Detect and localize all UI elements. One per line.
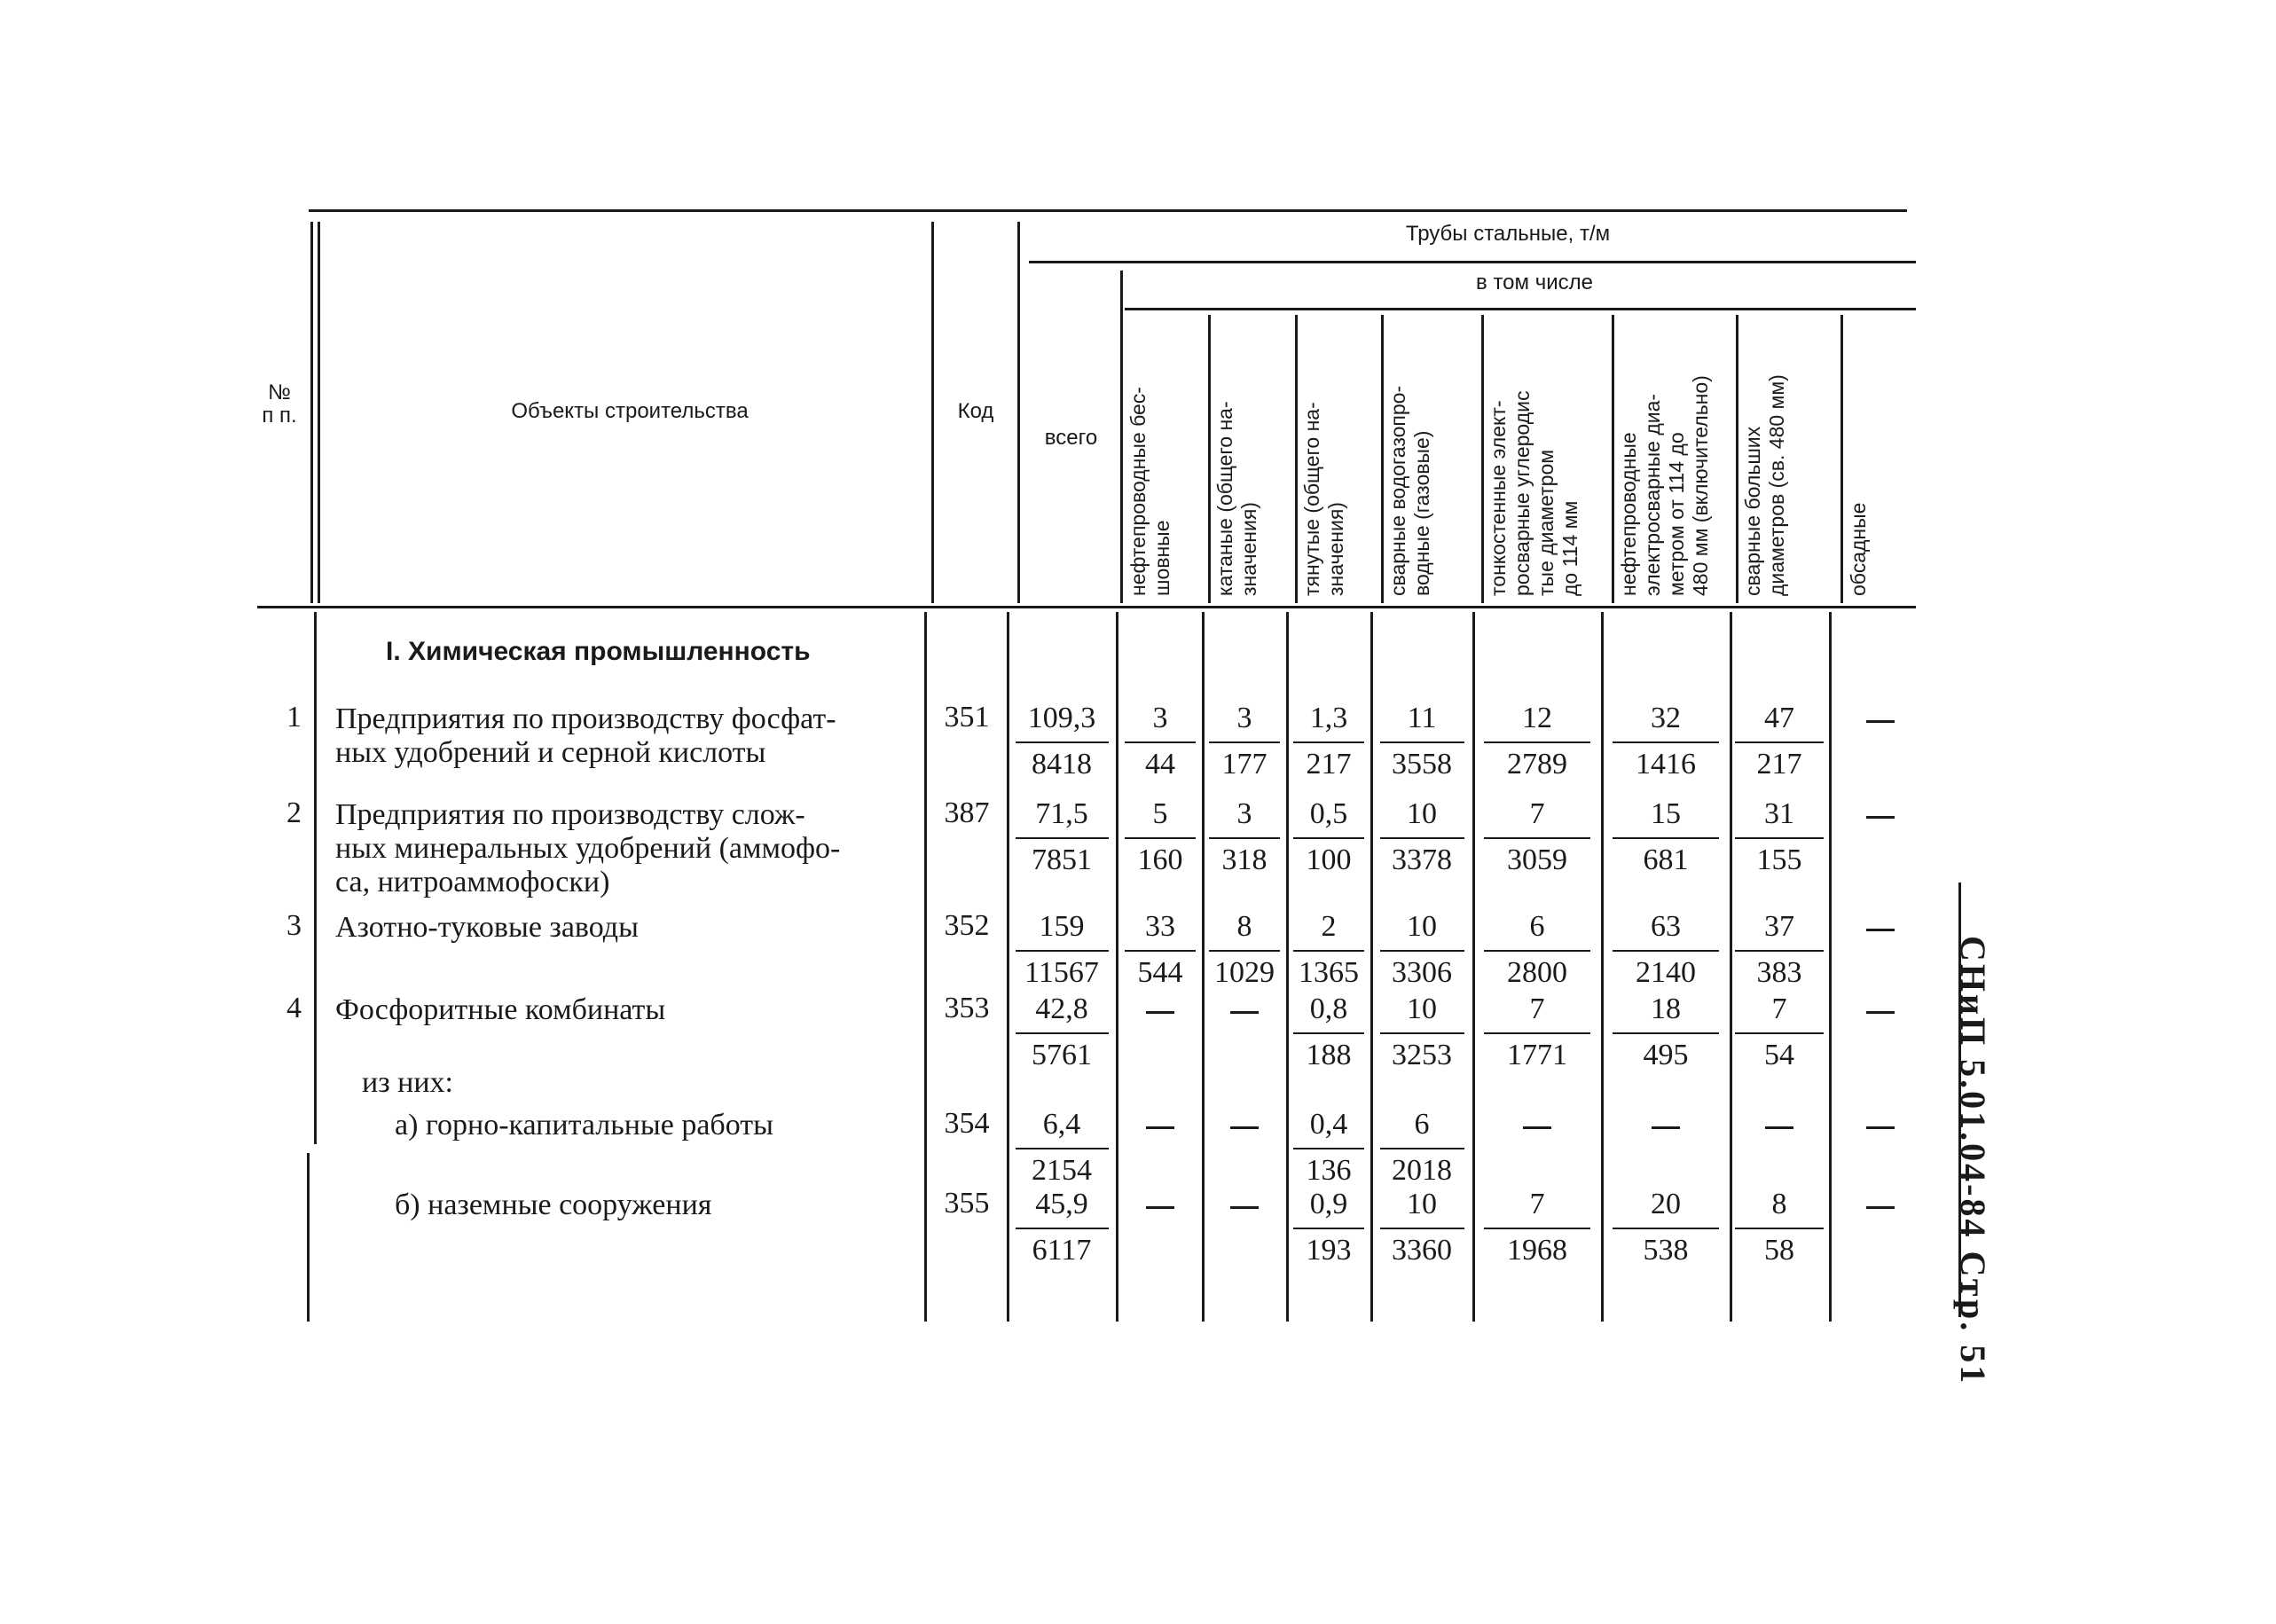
row-cell-3-numerator: 0,5 <box>1309 797 1348 830</box>
row-cell-6-bar <box>1613 950 1719 952</box>
header-vline-6 <box>1295 315 1298 603</box>
row-cell-5-numerator: 7 <box>1529 1188 1545 1220</box>
row-total-denominator: 7851 <box>1032 843 1092 876</box>
header-num-col: № п п. <box>262 381 297 428</box>
header-subcol-4: сварные водогазопро- водные (газовые) <box>1386 385 1433 596</box>
row-cell-2-bar <box>1209 837 1280 839</box>
row-cell-dash <box>1765 1126 1793 1129</box>
row-object-name: из них: <box>362 1066 453 1099</box>
row-cell-5-bar <box>1484 1228 1590 1229</box>
row-code: 352 <box>944 909 990 942</box>
row-cell-3-denominator: 1365 <box>1299 956 1359 989</box>
row-cell-7-denominator: 54 <box>1764 1039 1794 1071</box>
body-vline-6 <box>1370 612 1373 1322</box>
body-vline-7 <box>1472 612 1475 1322</box>
row-object-name: Азотно-туковые заводы <box>335 911 639 944</box>
header-vline-11 <box>1840 315 1843 603</box>
row-cell-dash <box>1866 720 1895 723</box>
row-total <box>1016 909 1109 991</box>
row-cell-5 <box>1484 1187 1590 1268</box>
header-vline-8 <box>1481 315 1484 603</box>
row-total-bar <box>1016 1148 1109 1149</box>
row-cell-5 <box>1484 796 1590 878</box>
row-cell-7-bar <box>1735 837 1824 839</box>
row-cell-3 <box>1293 1107 1364 1189</box>
body-vline-0b <box>307 1153 310 1322</box>
row-object-name: Предприятия по производству фосфат- ных удобрений и серной кислоты <box>335 702 836 769</box>
row-cell-7-numerator: 7 <box>1771 992 1787 1025</box>
row-cell-7-numerator: 37 <box>1764 910 1794 943</box>
row-cell-6-bar <box>1613 837 1719 839</box>
row-cell-6-numerator: 15 <box>1651 797 1681 830</box>
row-cell-3-numerator: 2 <box>1321 910 1337 943</box>
row-cell-5-bar <box>1484 1032 1590 1034</box>
header-vline-7 <box>1381 315 1384 603</box>
row-cell-dash <box>1866 816 1895 819</box>
header-objects-col: Объекты строительства <box>511 399 749 423</box>
row-cell-2 <box>1209 909 1280 991</box>
row-cell-3-bar <box>1293 1228 1364 1229</box>
row-cell-4-denominator: 3306 <box>1392 956 1452 989</box>
row-cell-4 <box>1380 1107 1464 1189</box>
row-cell-7-denominator: 217 <box>1756 748 1802 781</box>
row-cell-3-numerator: 0,8 <box>1309 992 1348 1025</box>
row-cell-7-bar <box>1735 1032 1824 1034</box>
row-cell-dash <box>1146 1206 1174 1209</box>
row-total-bar <box>1016 1032 1109 1034</box>
row-cell-dash <box>1146 1011 1174 1014</box>
row-number: 4 <box>286 992 302 1024</box>
row-cell-dash <box>1230 1126 1259 1129</box>
including-rule <box>1125 308 1916 310</box>
row-cell-2-denominator: 318 <box>1221 843 1267 876</box>
row-cell-5-denominator: 1771 <box>1507 1039 1567 1071</box>
header-group-title: Трубы стальные, т/м <box>1405 222 1611 246</box>
row-cell-3-denominator: 217 <box>1306 748 1352 781</box>
row-cell-1-bar <box>1125 837 1196 839</box>
row-cell-2-numerator: 8 <box>1236 910 1252 943</box>
group-rule <box>1029 261 1916 263</box>
row-total-numerator: 45,9 <box>1035 1188 1088 1220</box>
row-cell-6-numerator: 32 <box>1651 702 1681 734</box>
row-cell-5-denominator: 2789 <box>1507 748 1567 781</box>
row-cell-3-numerator: 1,3 <box>1309 702 1348 734</box>
row-cell-3 <box>1293 701 1364 782</box>
header-vline-2 <box>931 222 934 603</box>
row-cell-7 <box>1735 992 1824 1073</box>
row-cell-dash <box>1866 1206 1895 1209</box>
header-vline-0 <box>310 222 313 603</box>
row-cell-7-denominator: 383 <box>1756 956 1802 989</box>
row-cell-4-bar <box>1380 1032 1464 1034</box>
row-cell-4-bar <box>1380 837 1464 839</box>
row-cell-5 <box>1484 701 1590 782</box>
row-cell-5-denominator: 3059 <box>1507 843 1567 876</box>
row-cell-4-denominator: 3558 <box>1392 748 1452 781</box>
row-total <box>1016 992 1109 1073</box>
section-title: I. Химическая промышленность <box>386 637 811 666</box>
row-total-numerator: 109,3 <box>1027 702 1096 734</box>
row-total-bar <box>1016 837 1109 839</box>
row-cell-3 <box>1293 992 1364 1073</box>
row-cell-dash <box>1146 1126 1174 1129</box>
row-cell-4 <box>1380 701 1464 782</box>
side-label: СНиП 5.01.04-84 Стр. 51 <box>1953 936 1993 1386</box>
body-vline-10 <box>1829 612 1832 1322</box>
row-total-bar <box>1016 950 1109 952</box>
row-cell-1 <box>1125 796 1196 878</box>
row-cell-4-denominator: 2018 <box>1392 1154 1452 1187</box>
table-top-rule <box>309 209 1907 212</box>
row-cell-4-bar <box>1380 1228 1464 1229</box>
row-cell-dash <box>1230 1011 1259 1014</box>
row-code: 355 <box>944 1187 990 1220</box>
row-cell-3-bar <box>1293 1148 1364 1149</box>
header-vline-3 <box>1017 222 1020 603</box>
row-cell-4 <box>1380 909 1464 991</box>
row-cell-6-numerator: 18 <box>1651 992 1681 1025</box>
header-subcol-8: обсадные <box>1847 502 1870 596</box>
row-object-name: б) наземные сооружения <box>395 1189 712 1221</box>
header-subcol-1: нефтепроводные бес- шовные <box>1126 387 1173 596</box>
row-cell-2 <box>1209 701 1280 782</box>
body-vline-4 <box>1202 612 1205 1322</box>
row-cell-7 <box>1735 1187 1824 1268</box>
row-cell-5-bar <box>1484 837 1590 839</box>
row-total <box>1016 701 1109 782</box>
row-cell-5-numerator: 7 <box>1529 797 1545 830</box>
row-cell-1-denominator: 160 <box>1137 843 1183 876</box>
row-cell-7-bar <box>1735 1228 1824 1229</box>
row-cell-dash <box>1523 1126 1551 1129</box>
row-cell-6 <box>1613 701 1719 782</box>
header-vline-9 <box>1612 315 1614 603</box>
row-cell-5-numerator: 6 <box>1529 910 1545 943</box>
row-cell-6-denominator: 495 <box>1643 1039 1689 1071</box>
header-code-col: Код <box>957 399 994 423</box>
row-cell-1-bar <box>1125 950 1196 952</box>
row-cell-6 <box>1613 796 1719 878</box>
row-total <box>1016 796 1109 878</box>
row-cell-7 <box>1735 909 1824 991</box>
header-vline-4 <box>1120 271 1123 603</box>
row-cell-3-bar <box>1293 950 1364 952</box>
header-subcol-6: нефтепроводные электросварные диа- метром от 114 до 480 мм (включительно) <box>1617 375 1712 596</box>
row-cell-3-numerator: 0,9 <box>1309 1188 1348 1220</box>
row-cell-3 <box>1293 909 1364 991</box>
row-cell-6 <box>1613 1187 1719 1268</box>
row-cell-6-numerator: 63 <box>1651 910 1681 943</box>
row-cell-1 <box>1125 909 1196 991</box>
body-vline-3 <box>1116 612 1118 1322</box>
row-cell-1-bar <box>1125 741 1196 743</box>
row-cell-5-numerator: 12 <box>1522 702 1552 734</box>
row-cell-1 <box>1125 701 1196 782</box>
row-cell-7-numerator: 47 <box>1764 702 1794 734</box>
row-cell-7-bar <box>1735 741 1824 743</box>
row-cell-1-denominator: 544 <box>1137 956 1183 989</box>
header-subcol-2: катаные (общего на- значения) <box>1213 401 1260 596</box>
body-vline-5 <box>1286 612 1289 1322</box>
row-cell-3 <box>1293 1187 1364 1268</box>
header-total-col: всего <box>1044 426 1098 450</box>
header-subcol-5: тонкостенные элект- росварные углеродис тые диаметром до 114 мм <box>1487 390 1581 596</box>
row-cell-1-denominator: 44 <box>1145 748 1175 781</box>
row-total <box>1016 1187 1109 1268</box>
row-cell-2-denominator: 1029 <box>1214 956 1275 989</box>
row-number: 2 <box>286 796 302 829</box>
row-code: 351 <box>944 701 990 734</box>
row-cell-2-bar <box>1209 950 1280 952</box>
row-cell-5 <box>1484 992 1590 1073</box>
row-cell-dash <box>1230 1206 1259 1209</box>
row-cell-dash <box>1866 1011 1895 1014</box>
row-cell-6-denominator: 538 <box>1643 1234 1689 1267</box>
row-cell-2-denominator: 177 <box>1221 748 1267 781</box>
row-cell-3-bar <box>1293 1032 1364 1034</box>
row-cell-6 <box>1613 992 1719 1073</box>
row-cell-7 <box>1735 701 1824 782</box>
row-cell-5-denominator: 2800 <box>1507 956 1567 989</box>
row-total-denominator: 2154 <box>1032 1154 1092 1187</box>
row-cell-4-denominator: 3378 <box>1392 843 1452 876</box>
row-cell-4-bar <box>1380 1148 1464 1149</box>
row-cell-2-numerator: 3 <box>1236 702 1252 734</box>
row-cell-5-bar <box>1484 950 1590 952</box>
row-cell-dash <box>1866 1126 1895 1129</box>
row-cell-5-denominator: 1968 <box>1507 1234 1567 1267</box>
row-cell-7-numerator: 8 <box>1771 1188 1787 1220</box>
row-cell-4-denominator: 3360 <box>1392 1234 1452 1267</box>
body-vline-8 <box>1601 612 1604 1322</box>
row-cell-7 <box>1735 796 1824 878</box>
row-cell-4-numerator: 6 <box>1414 1108 1430 1141</box>
row-cell-6-bar <box>1613 741 1719 743</box>
row-cell-3-denominator: 100 <box>1306 843 1352 876</box>
row-cell-2 <box>1209 796 1280 878</box>
row-cell-7-numerator: 31 <box>1764 797 1794 830</box>
row-cell-6-numerator: 20 <box>1651 1188 1681 1220</box>
row-code: 387 <box>944 796 990 829</box>
row-cell-4-bar <box>1380 950 1464 952</box>
row-cell-4 <box>1380 796 1464 878</box>
row-total-bar <box>1016 741 1109 743</box>
row-cell-1-numerator: 3 <box>1152 702 1168 734</box>
row-cell-3-denominator: 193 <box>1306 1234 1352 1267</box>
row-cell-dash <box>1866 929 1895 931</box>
row-cell-4-bar <box>1380 741 1464 743</box>
row-total-numerator: 71,5 <box>1035 797 1088 830</box>
row-total-numerator: 6,4 <box>1042 1108 1081 1141</box>
header-bottom-rule <box>257 606 1916 608</box>
row-cell-5-bar <box>1484 741 1590 743</box>
row-code: 353 <box>944 992 990 1024</box>
row-cell-4-numerator: 11 <box>1407 702 1437 734</box>
row-total-denominator: 11567 <box>1024 956 1099 989</box>
row-total-numerator: 159 <box>1039 910 1085 943</box>
row-cell-3 <box>1293 796 1364 878</box>
row-cell-1-numerator: 33 <box>1145 910 1175 943</box>
row-cell-3-denominator: 188 <box>1306 1039 1352 1071</box>
header-vline-10 <box>1736 315 1738 603</box>
row-cell-6-bar <box>1613 1228 1719 1229</box>
row-cell-dash <box>1652 1126 1680 1129</box>
row-cell-4-numerator: 10 <box>1407 992 1437 1025</box>
header-subcol-3: тянутые (общего на- значения) <box>1300 402 1347 596</box>
row-cell-4 <box>1380 992 1464 1073</box>
row-cell-6-denominator: 681 <box>1643 843 1689 876</box>
row-cell-1-numerator: 5 <box>1152 797 1168 830</box>
row-object-name: Фосфоритные комбинаты <box>335 993 666 1026</box>
row-cell-5 <box>1484 909 1590 991</box>
row-cell-7-bar <box>1735 950 1824 952</box>
body-vline-0 <box>314 612 317 1144</box>
body-vline-9 <box>1730 612 1732 1322</box>
row-number: 1 <box>286 701 302 734</box>
row-cell-2-bar <box>1209 741 1280 743</box>
row-cell-3-numerator: 0,4 <box>1309 1108 1348 1141</box>
row-cell-4-numerator: 10 <box>1407 797 1437 830</box>
body-vline-2 <box>1007 612 1009 1322</box>
row-cell-3-bar <box>1293 741 1364 743</box>
row-cell-4-denominator: 3253 <box>1392 1039 1452 1071</box>
row-cell-6-denominator: 2140 <box>1636 956 1696 989</box>
row-object-name: а) горно-капитальные работы <box>395 1109 773 1142</box>
row-cell-4-numerator: 10 <box>1407 910 1437 943</box>
row-object-name: Предприятия по производству слож- ных минеральных удобрений (аммофо- са, нитроаммофоски) <box>335 798 841 898</box>
row-cell-6-denominator: 1416 <box>1636 748 1696 781</box>
header-subcol-7: сварные больших диаметров (св. 480 мм) <box>1741 374 1788 596</box>
row-cell-7-denominator: 155 <box>1756 843 1802 876</box>
row-cell-6-bar <box>1613 1032 1719 1034</box>
row-total <box>1016 1107 1109 1189</box>
header-including: в том числе <box>1476 271 1593 294</box>
row-cell-4 <box>1380 1187 1464 1268</box>
header-vline-5 <box>1208 315 1211 603</box>
row-number: 3 <box>286 909 302 942</box>
row-cell-5-numerator: 7 <box>1529 992 1545 1025</box>
row-cell-4-numerator: 10 <box>1407 1188 1437 1220</box>
header-vline-1 <box>318 222 320 603</box>
side-rule <box>1958 883 1961 1317</box>
row-total-numerator: 42,8 <box>1035 992 1088 1025</box>
row-cell-3-bar <box>1293 837 1364 839</box>
row-total-denominator: 5761 <box>1032 1039 1092 1071</box>
row-code: 354 <box>944 1107 990 1140</box>
row-total-bar <box>1016 1228 1109 1229</box>
row-cell-7-denominator: 58 <box>1764 1234 1794 1267</box>
row-total-denominator: 6117 <box>1032 1234 1092 1267</box>
row-cell-3-denominator: 136 <box>1306 1154 1352 1187</box>
row-cell-2-numerator: 3 <box>1236 797 1252 830</box>
row-cell-6 <box>1613 909 1719 991</box>
row-total-denominator: 8418 <box>1032 748 1092 781</box>
